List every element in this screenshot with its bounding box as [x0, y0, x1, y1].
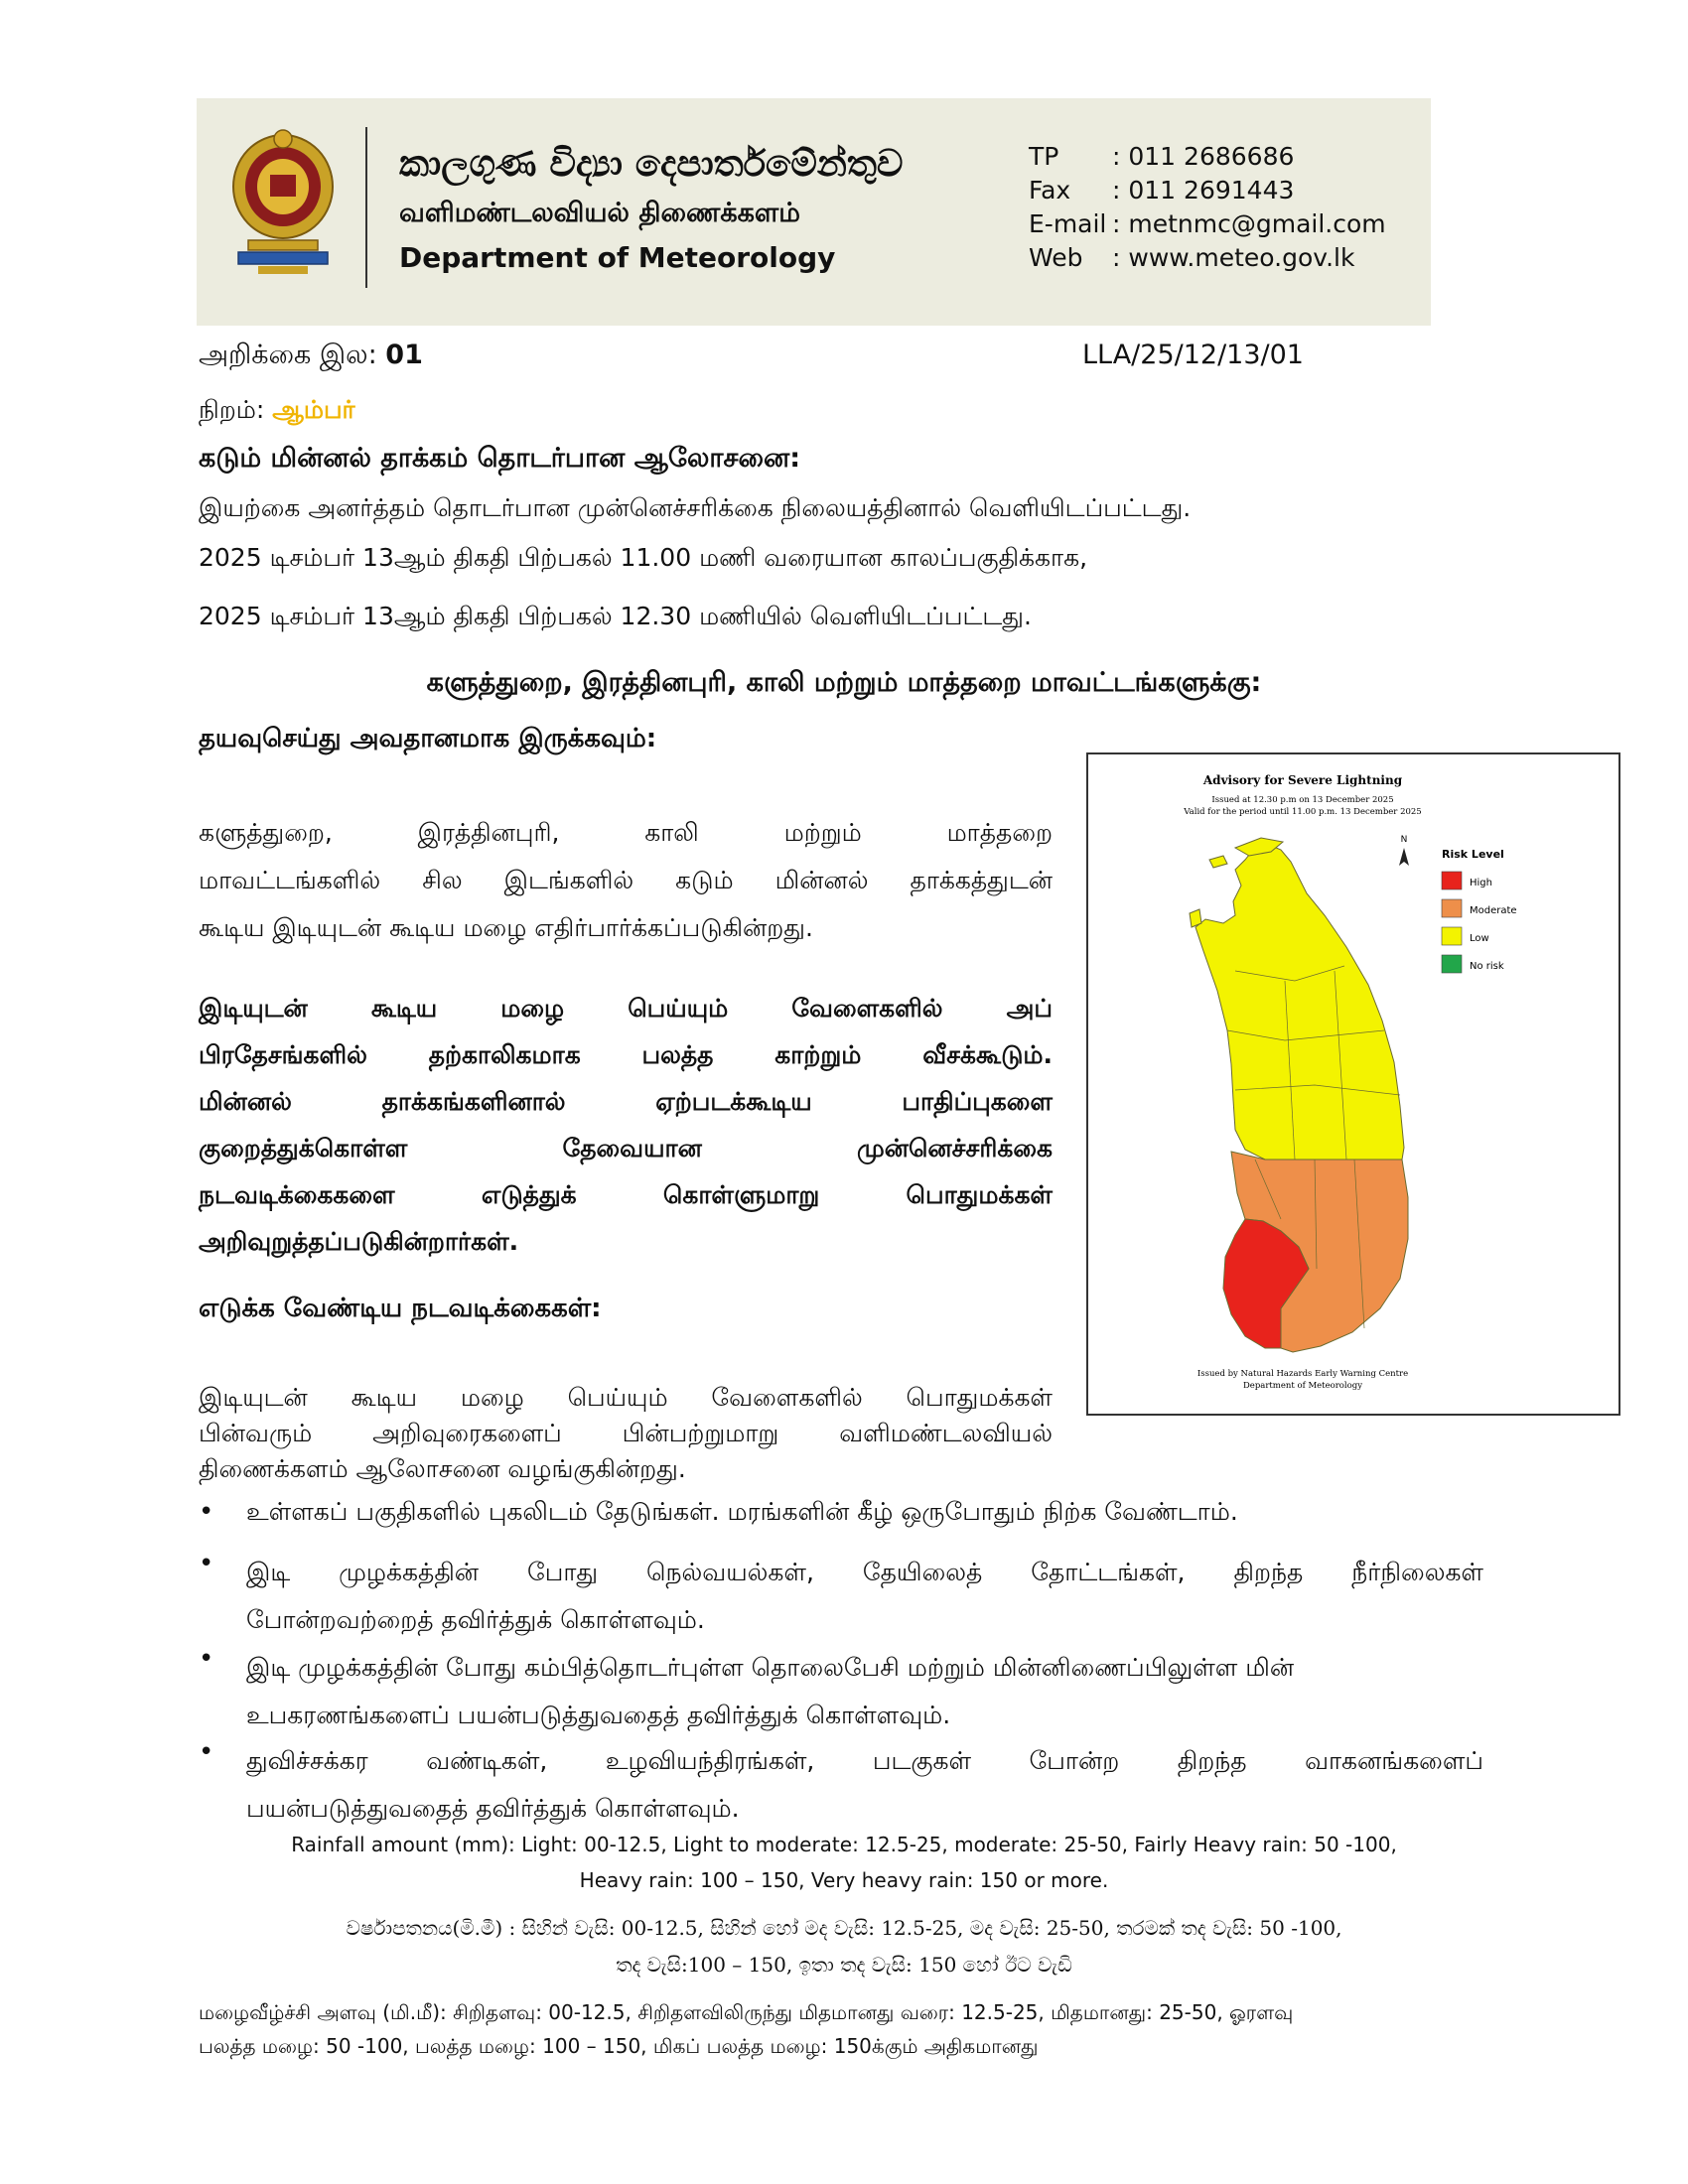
map-title: Advisory for Severe Lightning	[1202, 773, 1403, 787]
rainfall-line: තද වැසි:100 – 150, ඉතා තද වැසි: 150 හෝ ඊට වැඩි	[616, 1953, 1072, 1977]
paragraph-actions	[199, 1380, 1053, 1487]
valid-until: 2025 டிசம்பர் 13ஆம் திகதி பிற்பகல் 11.00 மணி வரையான காலப்பகுதிக்காக,	[199, 543, 1088, 572]
paragraph-forecast	[199, 809, 1053, 952]
map-footer-line: Issued by Natural Hazards Early Warning Centre	[1196, 1369, 1409, 1379]
contact-fax: Fax : 011 2691443	[1029, 176, 1295, 205]
legend-swatch-no-risk	[1442, 955, 1462, 973]
colour-level: நிறம்: ஆம்பர்	[199, 395, 355, 424]
paragraph-line: அறிவுறுத்தப்படுகின்றார்கள்.	[199, 1227, 519, 1256]
rainfall-line: වර්ෂාපතනය(මි.මී) : සිහින් වැසි: 00-12.5, සිහින් හෝ මද වැසි: 12.5-25, මද වැසි: 25-50, තරමක් තද වැසි: 50 -100,	[346, 1916, 1342, 1940]
rainfall-line: Heavy rain: 100 – 150, Very heavy rain: 150 or more.	[579, 1868, 1109, 1892]
issued-at: 2025 டிசம்பர் 13ஆம் திகதி பிற்பகல் 12.30 மணியில் வெளியிடப்பட்டது.	[199, 602, 1032, 630]
rainfall-line: பலத்த மழை: 50 -100, பலத்த மழை: 100 – 150, மிகப் பலத்த மழை: 150க்கும் அதிகமானது	[199, 2034, 1039, 2058]
north-label: N	[1400, 835, 1408, 845]
districts-heading: களுத்துறை, இரத்தினபுரி, காலி மற்றும் மாத்தறை மாவட்டங்களுக்கு:	[426, 667, 1262, 698]
bullet-marker: •	[199, 1497, 214, 1527]
bullet-item	[246, 1497, 1483, 1530]
bullet-marker: •	[199, 1644, 214, 1674]
north-arrow-icon	[1399, 848, 1409, 866]
paragraph-line: இடியுடன் கூடிய மழை பெய்யும் வேளைகளில் பொதுமக்கள்	[199, 1383, 1053, 1412]
legend-label-no-risk: No risk	[1470, 961, 1504, 972]
rainfall-scale-sinhala	[199, 1910, 1489, 1983]
contact-phone: TP : 011 2686686	[1029, 142, 1295, 171]
attention-heading: தயவுசெய்து அவதானமாக இருக்கவும்:	[199, 724, 657, 753]
bullet-item	[246, 1644, 1483, 1739]
notice-title: கடும் மின்னல் தாக்கம் தொடர்பான ஆலோசனை:	[199, 443, 801, 474]
bullet-line: உபகரணங்களைப் பயன்படுத்துவதைத் தவிர்த்துக் கொள்ளவும்.	[246, 1701, 951, 1729]
bullet-marker: •	[199, 1549, 214, 1578]
paragraph-line: பிரதேசங்களில் தற்காலிகமாக பலத்த காற்றும் வீசக்கூடும்.	[199, 1040, 1053, 1069]
paragraph-line: மாவட்டங்களில் சில இடங்களில் கடும் மின்னல் தாக்கத்துடன்	[199, 866, 1053, 894]
legend-swatch-low	[1442, 927, 1462, 945]
department-name-sinhala: කාලගුණ විද්‍යා දෙපාර්තමේන්තුව	[399, 142, 904, 185]
paragraph-line: நடவடிக்கைகளை எடுத்துக் கொள்ளுமாறு பொதுமக்கள்	[199, 1180, 1053, 1209]
rainfall-line: மழைவீழ்ச்சி அளவு (மி.மீ): சிறிதளவு: 00-12.5, சிறிதளவிலிருந்து மிதமானது வரை: 12.5-25, மிதமானது: 25-50, ஓரளவு	[199, 2000, 1294, 2024]
legend-label-moderate: Moderate	[1470, 905, 1517, 916]
national-emblem-logo	[228, 129, 338, 278]
contact-email: E-mail : metnmc@gmail.com	[1029, 209, 1386, 238]
issued-by: இயற்கை அனர்த்தம் தொடர்பான முன்னெச்சரிக்கை நிலையத்தினால் வெளியிடப்பட்டது.	[199, 493, 1192, 522]
legend-title: Risk Level	[1442, 848, 1504, 861]
paragraph-line: திணைக்களம் ஆலோசனை வழங்குகின்றது.	[199, 1454, 686, 1483]
legend-swatch-moderate	[1442, 899, 1462, 917]
bullet-line: இடி முழக்கத்தின் போது கம்பித்தொடர்புள்ள தொலைபேசி மற்றும் மின்னிணைப்பிலுள்ள மின்	[246, 1653, 1295, 1682]
actions-heading: எடுக்க வேண்டிய நடவடிக்கைகள்:	[199, 1294, 602, 1323]
bullet-line: இடி முழக்கத்தின் போது நெல்வயல்கள், தேயிலைத் தோட்டங்கள், திறந்த நீர்நிலைகள்	[246, 1558, 1483, 1586]
legend-label-low: Low	[1470, 933, 1489, 944]
bullet-item	[246, 1549, 1483, 1644]
paragraph-line: பின்வரும் அறிவுரைகளைப் பின்பற்றுமாறு வளிமண்டலவியல்	[199, 1419, 1053, 1447]
department-name-tamil: வளிமண்டலவியல் திணைக்களம்	[399, 198, 801, 228]
bullet-line: பயன்படுத்துவதைத் தவிர்த்துக் கொள்ளவும்.	[246, 1794, 740, 1823]
contact-web: Web : www.meteo.gov.lk	[1029, 243, 1355, 272]
notice-reference: LLA/25/12/13/01	[1082, 340, 1304, 370]
map-issued: Issued at 12.30 p.m on 13 December 2025	[1211, 795, 1394, 805]
paragraph-advisory	[199, 985, 1053, 1265]
rainfall-scale-tamil	[199, 1995, 1489, 2063]
paragraph-line: இடியுடன் கூடிய மழை பெய்யும் வேளைகளில் அப்	[199, 994, 1053, 1023]
paragraph-line: கூடிய இடியுடன் கூடிய மழை எதிர்பார்க்கப்படுகின்றது.	[199, 913, 813, 942]
map-valid: Valid for the period until 11.00 p.m. 13 December 2025	[1184, 807, 1422, 817]
bullet-marker: •	[199, 1737, 214, 1767]
notice-number: அறிக்கை இல: 01	[199, 340, 423, 370]
advisory-map	[1086, 752, 1620, 1416]
bullet-line: உள்ளகப் பகுதிகளில் புகலிடம் தேடுங்கள். மரங்களின் கீழ் ஒருபோதும் நிற்க வேண்டாம்.	[246, 1497, 1238, 1526]
legend-swatch-high	[1442, 872, 1462, 889]
bullet-item	[246, 1737, 1483, 1833]
rainfall-line: Rainfall amount (mm): Light: 00-12.5, Light to moderate: 12.5-25, moderate: 25-50, Fairly Heavy rain: 50 -100,	[291, 1833, 1397, 1856]
map-footer-line: Department of Meteorology	[1242, 1381, 1363, 1391]
header-divider	[365, 127, 367, 288]
bullet-line: துவிச்சக்கர வண்டிகள், உழவியந்திரங்கள், படகுகள் போன்ற திறந்த வாகனங்களைப்	[246, 1746, 1483, 1775]
paragraph-line: மின்னல் தாக்கங்களினால் ஏற்படக்கூடிய பாதிப்புகளை	[199, 1087, 1053, 1116]
bullet-line: போன்றவற்றைத் தவிர்த்துக் கொள்ளவும்.	[246, 1605, 705, 1634]
department-name-english: Department of Meteorology	[399, 241, 836, 274]
rainfall-scale-english	[199, 1827, 1489, 1898]
paragraph-line: களுத்துறை, இரத்தினபுரி, காலி மற்றும் மாத்தறை	[199, 818, 1053, 847]
legend-label-high: High	[1470, 878, 1492, 888]
map-region-low	[1196, 844, 1404, 1160]
paragraph-line: குறைத்துக்கொள்ள தேவையான முன்னெச்சரிக்கை	[199, 1134, 1053, 1162]
